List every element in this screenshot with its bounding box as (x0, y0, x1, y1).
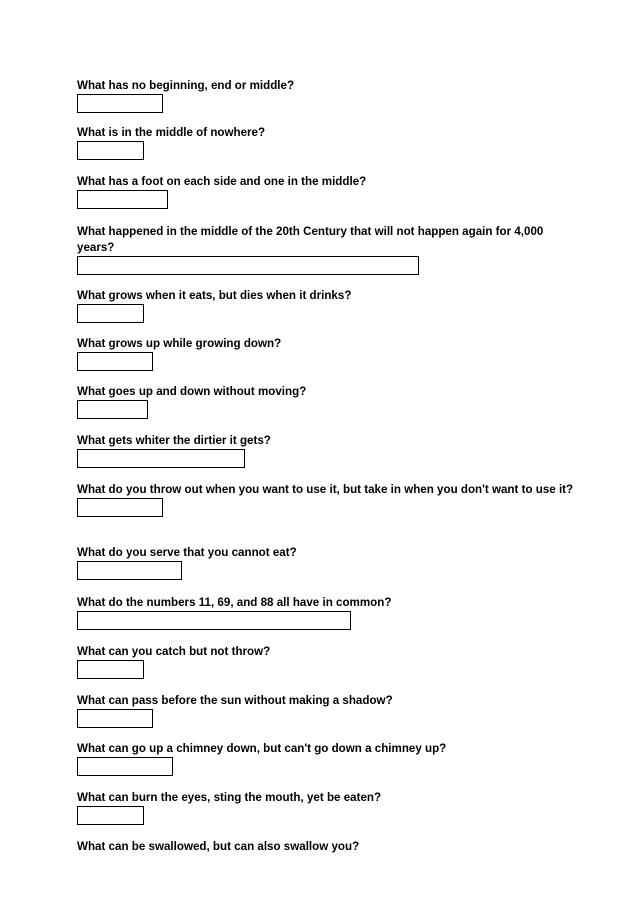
question-text: What can go up a chimney down, but can't go down a chimney up? (77, 742, 447, 755)
question-item (77, 336, 577, 371)
question-item (77, 644, 577, 679)
question-text: What do the numbers 11, 69, and 88 all have in common? (77, 596, 392, 609)
question-item (77, 693, 577, 728)
question-text: What do you throw out when you want to use it, but take in when you don't want to use it? (77, 483, 574, 496)
question-item (77, 224, 577, 275)
question-item (77, 288, 577, 323)
question-item (77, 545, 577, 580)
question-item (77, 174, 577, 209)
answer-field[interactable] (77, 141, 144, 160)
answer-field[interactable] (77, 190, 168, 209)
question-item (77, 741, 577, 776)
answer-field[interactable] (77, 757, 173, 776)
answer-field[interactable] (77, 400, 148, 419)
question-item (77, 482, 577, 517)
answer-field[interactable] (77, 256, 419, 275)
answer-field[interactable] (77, 352, 153, 371)
answer-field[interactable] (77, 94, 163, 113)
answer-field[interactable] (77, 709, 153, 728)
question-text: What grows up while growing down? (77, 337, 282, 350)
question-item (77, 384, 577, 419)
question-text: What is in the middle of nowhere? (77, 126, 266, 139)
question-text: What gets whiter the dirtier it gets? (77, 434, 271, 447)
question-text: What has no beginning, end or middle? (77, 79, 295, 92)
question-item (77, 790, 577, 825)
question-item (77, 839, 577, 855)
question-text: What do you serve that you cannot eat? (77, 546, 297, 559)
question-item (77, 125, 577, 160)
answer-field[interactable] (77, 806, 144, 825)
question-item (77, 433, 577, 468)
answer-field[interactable] (77, 660, 144, 679)
answer-field[interactable] (77, 449, 245, 468)
question-text: What can burn the eyes, sting the mouth, yet be eaten? (77, 791, 382, 804)
question-text: What grows when it eats, but dies when it drinks? (77, 289, 352, 302)
question-item (77, 595, 577, 630)
question-text: What can be swallowed, but can also swallow you? (77, 840, 360, 853)
question-text: What can pass before the sun without making a shadow? (77, 694, 393, 707)
question-item (77, 78, 577, 113)
answer-field[interactable] (77, 498, 163, 517)
question-text: What happened in the middle of the 20th Century that will not happen again for 4,000 years? (77, 225, 544, 254)
answer-field[interactable] (77, 611, 351, 630)
question-text: What has a foot on each side and one in the middle? (77, 175, 367, 188)
question-text: What goes up and down without moving? (77, 385, 307, 398)
answer-field[interactable] (77, 561, 182, 580)
question-text: What can you catch but not throw? (77, 645, 271, 658)
answer-field[interactable] (77, 304, 144, 323)
